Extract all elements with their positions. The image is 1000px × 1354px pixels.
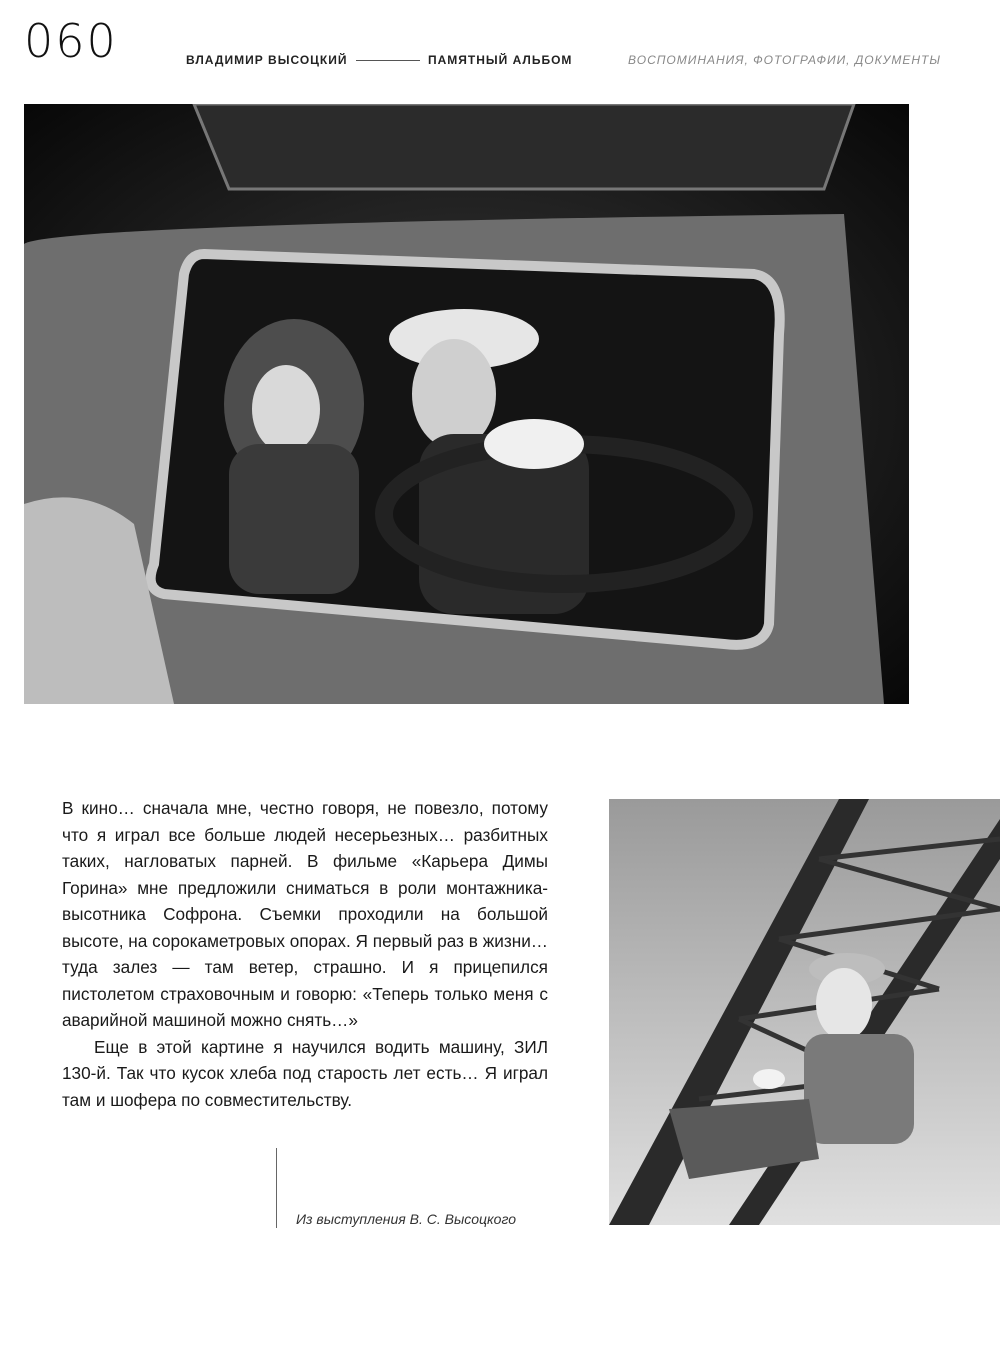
running-head-album: ПАМЯТНЫЙ АЛЬБОМ bbox=[428, 53, 573, 67]
running-head-section: ВОСПОМИНАНИЯ, ФОТОГРАФИИ, ДОКУМЕНТЫ bbox=[628, 53, 941, 67]
body-paragraph: В кино… сначала мне, честно говоря, не повезло, потому что я играл все больше людей несерьезных… разбитных таких, нагловатых парней. В фильме «Карьера Димы Горина» мне предложили сниматься в роли монтажника-высотника Софрона. Съемки проходили на большой высоте, на сорокаметровых опорах. Я первый раз в жизни… туда залез — там ветер, страшно. И я прицепился пистолетом страховочным и говорю: «Теперь только меня с аварийной машиной можно снять…» bbox=[62, 798, 548, 1030]
photo-crane-worker bbox=[609, 799, 1000, 1225]
body-paragraph: Еще в этой картине я научился водить машину, ЗИЛ 130-й. Так что кусок хлеба под старость лет есть… Я играл там и шофера по совместительству. bbox=[62, 1036, 548, 1110]
running-head-author: ВЛАДИМИР ВЫСОЦКИЙ bbox=[186, 53, 348, 67]
photo-truck-cabin bbox=[24, 104, 909, 704]
quote-rule bbox=[276, 1148, 277, 1228]
page-number: 060 bbox=[24, 14, 118, 68]
body-text bbox=[62, 795, 548, 1113]
attribution: Из выступления В. С. Высоцкого bbox=[296, 1211, 516, 1227]
running-head-divider bbox=[356, 60, 420, 61]
